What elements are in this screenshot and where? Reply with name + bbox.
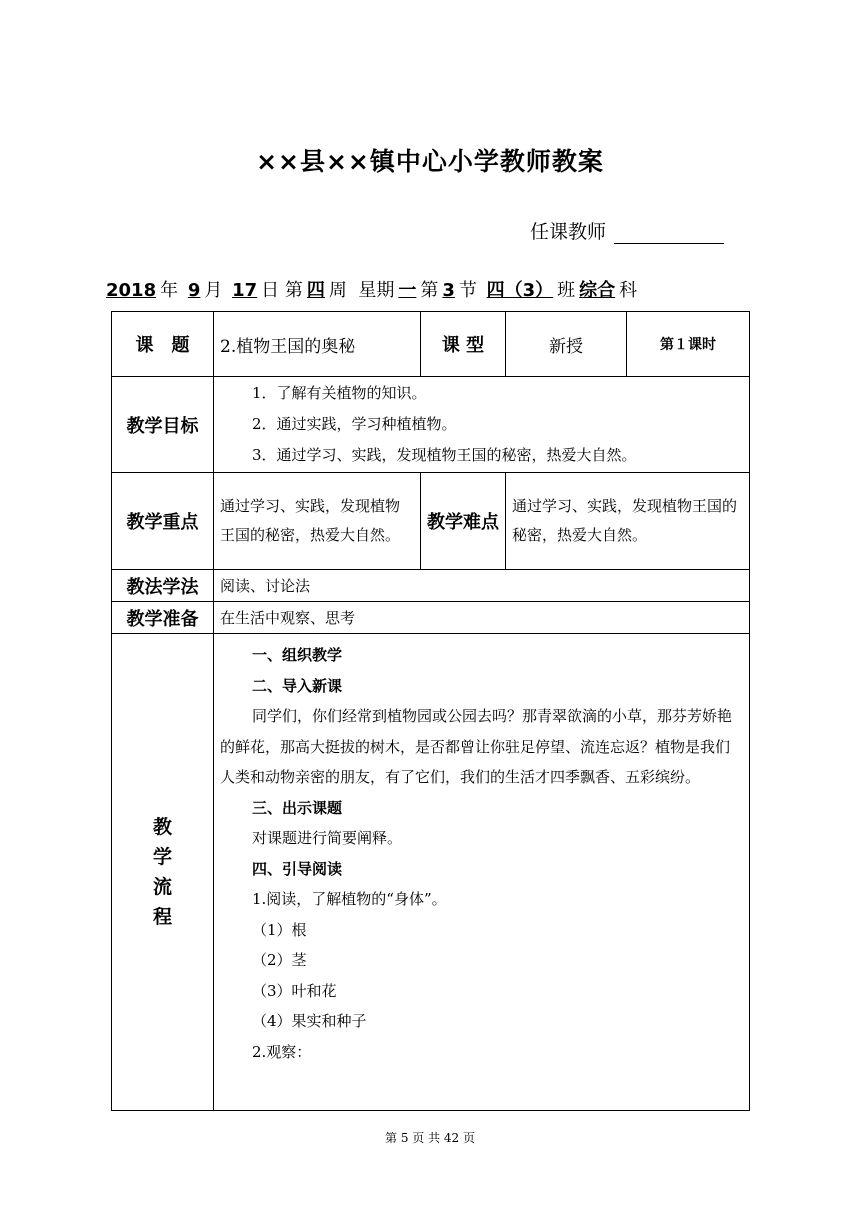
- difficulty-label: 教学难点: [421, 473, 506, 570]
- subject-unit: 科: [619, 280, 638, 301]
- goals-label: 教学目标: [112, 377, 214, 473]
- difficulty-content: [506, 473, 750, 570]
- prep-value: 在生活中观察、思考: [214, 602, 750, 634]
- subject-value: 综合: [579, 280, 616, 301]
- goals-row: [112, 377, 750, 473]
- reading-item: 1.阅读，了解植物的“身体”。: [252, 890, 447, 908]
- period-value: 3: [442, 280, 455, 301]
- section-heading: 二、导入新课: [252, 676, 343, 695]
- week-unit: 周: [328, 280, 347, 301]
- lesson-plan-table: [111, 311, 750, 1111]
- reading-item: 2.观察：: [252, 1042, 312, 1061]
- teacher-line: [530, 217, 724, 244]
- goals-content: [214, 377, 750, 473]
- key-content: [214, 473, 421, 570]
- lesson-hour: 第１课时: [627, 312, 750, 377]
- month-unit: 月: [204, 280, 223, 301]
- goal-item: 2．通过实践，学习种植植物。: [252, 415, 457, 433]
- intro-paragraph: 同学们，你们经常到植物园或公园去吗？那青翠欲滴的小草，那芬芳娇艳的鲜花，那高大挺拔的树木，是否都曾让你驻足停望、流连忘返？植物是我们人类和动物亲密的朋友，有了它们，我们的生活才四季飘香、五彩缤纷。: [220, 707, 733, 786]
- topic-label: 课 题: [112, 312, 214, 377]
- difficulty-text: 通过学习、实践，发现植物王国的秘密，热爱大自然。: [512, 497, 738, 544]
- body-part-item: （4）果实和种子: [252, 1012, 367, 1030]
- prep-label: 教学准备: [112, 602, 214, 634]
- day-unit: 日: [261, 280, 280, 301]
- year-unit: 年: [160, 280, 179, 301]
- section-heading: 四、引导阅读: [252, 859, 343, 878]
- flow-label-char: 教: [152, 816, 172, 838]
- flow-label-char: 学: [152, 846, 172, 868]
- weekday-label: 星期: [358, 280, 395, 301]
- week-prefix: 第: [284, 280, 303, 301]
- type-label: 课 型: [421, 312, 506, 377]
- goal-item: 3．通过学习、实践，发现植物王国的秘密，热爱大自然。: [252, 446, 637, 464]
- teacher-blank: [614, 225, 724, 244]
- class-unit: 班: [557, 280, 576, 301]
- goal-item: 1．了解有关植物的知识。: [252, 384, 427, 402]
- period-prefix: 第: [420, 280, 439, 301]
- weekday-value: 一: [398, 280, 417, 301]
- type-value: 新授: [506, 312, 627, 377]
- body-part-item: （2）茎: [252, 951, 307, 969]
- method-row: [112, 570, 750, 602]
- flow-content: [214, 634, 750, 1111]
- year-value: 2018: [106, 280, 157, 301]
- date-line: [102, 276, 637, 302]
- period-unit: 节: [458, 280, 477, 301]
- flow-label: [112, 634, 214, 1111]
- flow-row: [112, 634, 750, 1111]
- flow-label-char: 流: [152, 876, 172, 898]
- section-text: 对课题进行简要阐释。: [252, 829, 403, 847]
- month-value: 9: [187, 280, 201, 301]
- method-value: 阅读、讨论法: [214, 570, 750, 602]
- prep-row: [112, 602, 750, 634]
- key-row: [112, 473, 750, 570]
- body-part-item: （3）叶和花: [252, 981, 337, 1000]
- section-heading: 一、组织教学: [252, 646, 343, 664]
- topic-row: [112, 312, 750, 377]
- week-value: 四: [306, 280, 325, 301]
- day-value: 17: [232, 280, 258, 301]
- page-title: ××县××镇中心小学教师教案: [256, 147, 604, 176]
- body-part-item: （1）根: [252, 920, 307, 939]
- section-heading: 三、出示课题: [252, 798, 343, 817]
- key-text: 通过学习、实践，发现植物王国的秘密，热爱大自然。: [220, 497, 401, 544]
- topic-value: 2.植物王国的奥秘: [214, 312, 421, 377]
- flow-label-char: 程: [152, 906, 172, 928]
- teacher-label: 任课教师: [530, 221, 607, 243]
- page-footer: 第 5 页 共 42 页: [385, 1131, 475, 1145]
- method-label: 教法学法: [112, 570, 214, 602]
- key-label: 教学重点: [112, 473, 214, 570]
- class-value: 四（3）: [486, 280, 554, 301]
